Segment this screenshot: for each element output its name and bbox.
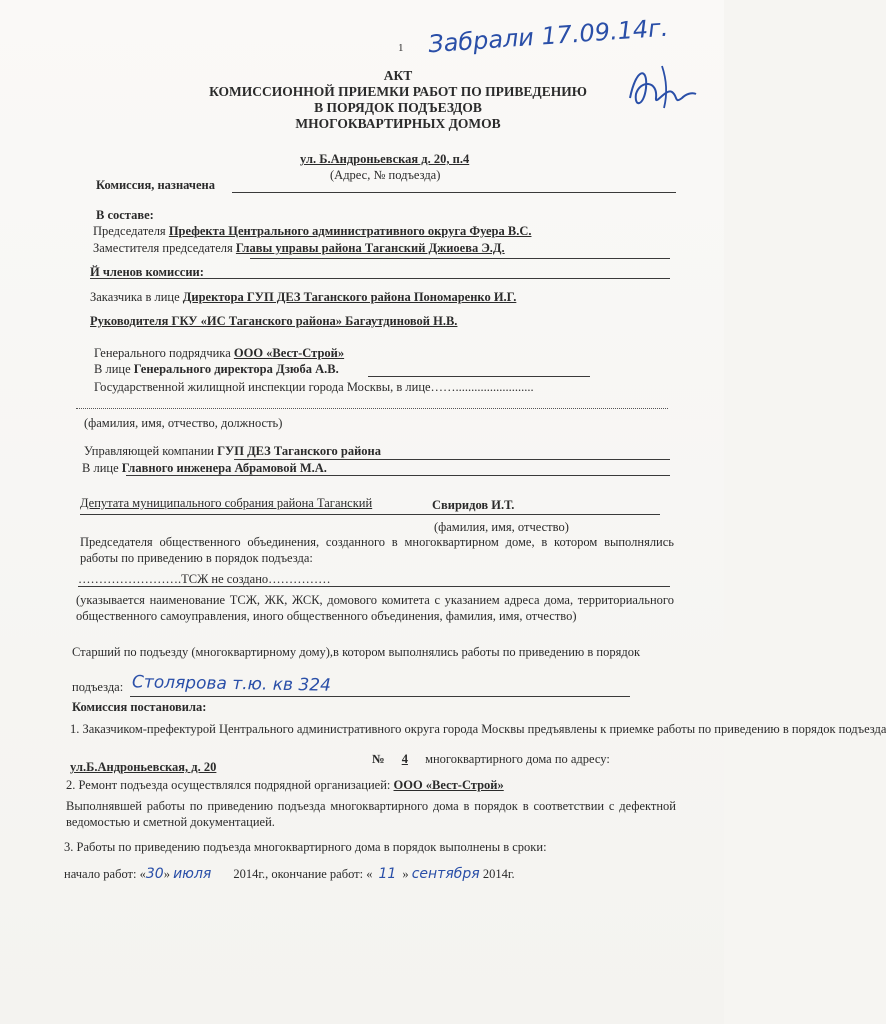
item3-text: Работы по приведению подъезда многоквартирного дома в порядок выполнены в сроки: bbox=[76, 840, 547, 854]
chairman-value: Префекта Центрального административного округа Фуера В.С. bbox=[168, 224, 532, 238]
resolution-label: Комиссия постановила: bbox=[72, 700, 207, 714]
address-value: ул. Б.Андроньевская д. 20, п.4 bbox=[300, 152, 470, 166]
title-act: АКТ bbox=[383, 68, 413, 83]
dates-row: начало работ: «30» июля 2014г., окончание работ: « 11 » сентября 2014г. bbox=[64, 866, 515, 882]
fio-caption: (фамилия, имя, отчество, должность) bbox=[84, 416, 283, 430]
customer-row bbox=[90, 290, 516, 305]
start-month: июля bbox=[173, 866, 212, 882]
senior-line bbox=[130, 696, 630, 697]
start-day: 30 bbox=[145, 866, 164, 882]
item2-org: ООО «Вест-Строй» bbox=[393, 778, 504, 792]
deputy-line bbox=[250, 258, 670, 259]
mgmt-person-row bbox=[82, 461, 327, 476]
start-label: начало работ: « bbox=[64, 867, 146, 881]
members-line bbox=[90, 278, 670, 279]
deputy-mun-line bbox=[80, 514, 660, 515]
commission-appointed-label: Комиссия, назначена bbox=[96, 178, 215, 192]
deputy-value: Главы управы района Таганский Джиоева Э.Д. bbox=[235, 241, 505, 255]
contractor-person-line bbox=[368, 376, 590, 377]
title-line2: КОМИССИОННОЙ ПРИЕМКИ РАБОТ ПО ПРИВЕДЕНИЮ bbox=[209, 84, 587, 99]
item2-num: 2. bbox=[66, 778, 76, 792]
fio-short-caption: (фамилия, имя, отчество) bbox=[434, 520, 569, 534]
item1 bbox=[70, 722, 886, 737]
item1-no-label: № bbox=[372, 752, 385, 766]
contractor-person-row bbox=[94, 362, 339, 377]
gku-value: Руководителя ГКУ «ИС Таганского района» Багаутдиновой Н.В. bbox=[90, 314, 458, 328]
composition-label: В составе: bbox=[96, 208, 154, 222]
page-number: 1 bbox=[398, 42, 404, 54]
mgmt-line bbox=[234, 459, 670, 460]
tszh-value: …………………….ТСЖ не создано…………… bbox=[78, 572, 331, 586]
item1-number-row bbox=[372, 752, 610, 767]
tszh-line bbox=[78, 586, 670, 587]
title-line4: МНОГОКВАРТИРНЫХ ДОМОВ bbox=[295, 116, 501, 131]
customer-label: Заказчика в лице bbox=[90, 290, 183, 304]
item2-text: Ремонт подъезда осуществлялся подрядной организацией: bbox=[78, 778, 391, 792]
public-text: Председателя общественного объединения, созданного в многоквартирном доме, в котором выполнялись работы по приведению в порядок подъезда: bbox=[80, 535, 674, 565]
item3 bbox=[64, 840, 547, 855]
address-caption: (Адрес, № подъезда) bbox=[330, 168, 441, 182]
appointed-line bbox=[232, 192, 676, 193]
contractor-person-label: В лице bbox=[94, 362, 134, 376]
start-year: 2014г., окончание работ: « bbox=[233, 867, 373, 881]
item1-address: ул.Б.Андроньевская, д. 20 bbox=[70, 760, 217, 774]
tszh-caption: (указывается наименование ТСЖ, ЖК, ЖСК, домового комитета с указанием адреса дома, территориального общественного самоуправления, иного общественного объединения, фамилия, имя, отчество) bbox=[76, 593, 674, 623]
deputy-row bbox=[93, 241, 505, 256]
item2 bbox=[66, 778, 504, 793]
end-year: 2014г. bbox=[482, 867, 515, 881]
chairman-row bbox=[93, 224, 531, 239]
senior-label: подъезда: bbox=[72, 680, 124, 694]
inspection-label: Государственной жилищной инспекции города Москвы, в лице……......................... bbox=[94, 380, 534, 394]
deputy-mun-value: Свиридов И.Т. bbox=[432, 498, 515, 512]
inspection-dots bbox=[76, 408, 668, 409]
end-month: сентября bbox=[411, 866, 480, 882]
contractor-person-value: Генерального директора Дзюба А.В. bbox=[133, 362, 339, 376]
contractor-value: ООО «Вест-Строй» bbox=[233, 346, 345, 360]
title-line3: В ПОРЯДОК ПОДЪЕЗДОВ bbox=[314, 100, 482, 115]
members-label: Й членов комиссии: bbox=[90, 265, 204, 279]
mgmt-label: Управляющей компании bbox=[84, 444, 218, 458]
item3-num: 3. bbox=[64, 840, 74, 854]
handwritten-note: Забрали 17.09.14г. bbox=[427, 13, 670, 59]
signature-icon bbox=[622, 58, 700, 116]
end-day: 11 bbox=[378, 866, 397, 882]
chairman-label: Председателя bbox=[93, 224, 169, 238]
deputy-label: Заместителя председателя bbox=[93, 241, 236, 255]
mgmt-value: ГУП ДЕЗ Таганского района bbox=[217, 444, 381, 458]
contractor-row bbox=[94, 346, 344, 361]
item2-tail: Выполнявшей работы по приведению подъезда многоквартирного дома в порядок в соответствии с дефектной ведомостью и сметной документацией. bbox=[66, 799, 676, 829]
senior-text: Старший по подъезду (многоквартирному дому),в котором выполнялись работы по приведению в порядок bbox=[72, 645, 641, 659]
deputy-mun-label: Депутата муниципального собрания района Таганский bbox=[80, 496, 373, 510]
item1-tail: многоквартирного дома по адресу: bbox=[425, 752, 610, 766]
mgmt-person-value: Главного инженера Абрамовой М.А. bbox=[121, 461, 327, 475]
item1-num: 1. bbox=[70, 722, 80, 736]
customer-value: Директора ГУП ДЕЗ Таганского района Пономаренко И.Г. bbox=[182, 290, 517, 304]
item1-text: Заказчиком-префектурой Центрального административного округа города Москвы предъявлены к приемке работы по приведению в порядок подъезда bbox=[82, 722, 886, 736]
mgmt-person-label: В лице bbox=[82, 461, 122, 475]
mgmt-row bbox=[84, 444, 381, 459]
contractor-label: Генерального подрядчика bbox=[94, 346, 234, 360]
mgmt-person-line bbox=[126, 475, 670, 476]
senior-value: Столярова т.ю. кв 324 bbox=[131, 672, 332, 696]
item1-no-value: 4 bbox=[401, 752, 408, 766]
